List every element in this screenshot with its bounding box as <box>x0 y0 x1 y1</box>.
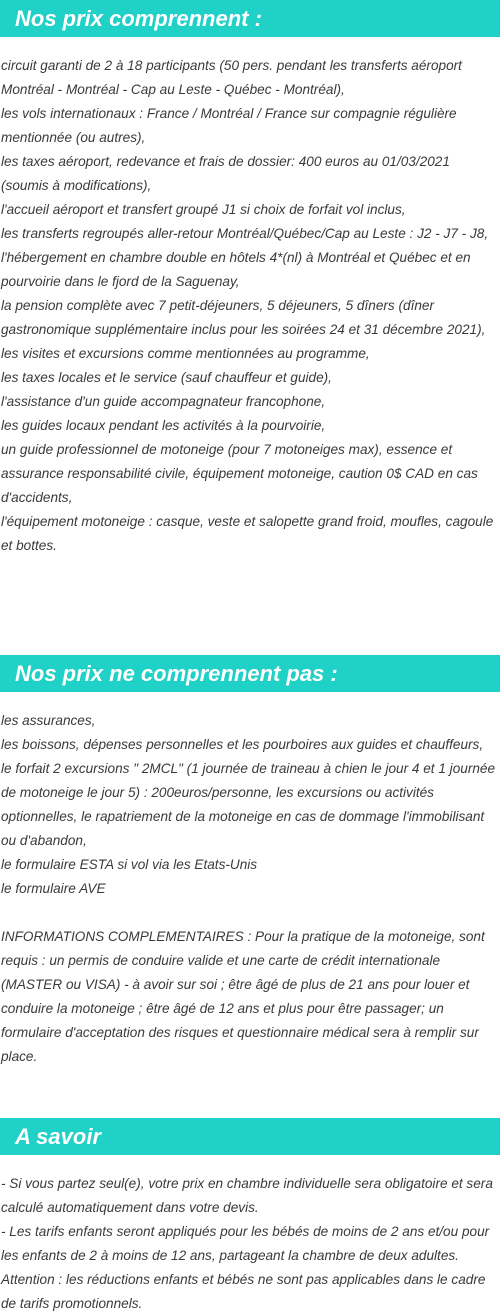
list-item: l'assistance d'un guide accompagnateur francophone, <box>1 394 326 409</box>
list-item: circuit garanti de 2 à 18 participants (50 pers. pendant les transferts aéroport Montréal - Montréal - Cap au Leste - Québec - Montréal), <box>1 58 462 97</box>
list-item: les taxes locales et le service (sauf chauffeur et guide), <box>1 370 332 385</box>
list-item: la pension complète avec 7 petit-déjeuners, 5 déjeuners, 5 dîners (dîner gastronomique supplémentaire inclus pour les soirées 24 et 31 décembre 2021), <box>1 298 486 337</box>
list-item: un guide professionnel de motoneige (pour 7 motoneiges max), essence et assurance responsabilité civile, équipement motoneige, caution 0$ CAD en cas d'accidents, <box>1 442 478 505</box>
list-item: les taxes aéroport, redevance et frais de dossier: 400 euros au 01/03/2021 (soumis à modifications), <box>1 154 450 193</box>
list-item: l'équipement motoneige : casque, veste et salopette grand froid, moufles, cagoule et bottes. <box>1 514 494 553</box>
list-item: les boissons, dépenses personnelles et les pourboires aux guides et chauffeurs, <box>1 737 484 752</box>
list-item: - Si vous partez seul(e), votre prix en chambre individuelle sera obligatoire et sera calculé automatiquement dans votre devis. <box>1 1176 493 1215</box>
list-item: le formulaire AVE <box>1 881 106 896</box>
good-to-know-list <box>1 1172 499 1316</box>
list-item: le forfait 2 excursions " 2MCL" (1 journée de traineau à chien le jour 4 et 1 journée de motoneige le jour 5) : 200euros/personne, les excursions ou activités optionnelles, le rapatriement de la motoneige en cas de dommage l'immobilisant ou d'abandon, <box>1 761 496 848</box>
section-title-included: Nos prix comprennent : <box>0 0 500 37</box>
not-included-list <box>1 709 499 1069</box>
list-item: l'accueil aéroport et transfert groupé J1 si choix de forfait vol inclus, <box>1 202 406 217</box>
section-title-not-included: Nos prix ne comprennent pas : <box>0 655 500 692</box>
section-title-good-to-know: A savoir <box>0 1118 500 1155</box>
list-item: les transferts regroupés aller-retour Montréal/Québec/Cap au Leste : J2 - J7 - J8, <box>1 226 489 241</box>
list-item: les assurances, <box>1 713 96 728</box>
list-item: les visites et excursions comme mentionnées au programme, <box>1 346 370 361</box>
list-item: l'hébergement en chambre double en hôtels 4*(nl) à Montréal et Québec et en pourvoirie dans le fjord de la Saguenay, <box>1 250 471 289</box>
list-item: le formulaire ESTA si vol via les Etats-Unis <box>1 857 258 872</box>
list-item: les guides locaux pendant les activités à la pourvoirie, <box>1 418 326 433</box>
additional-info: INFORMATIONS COMPLEMENTAIRES : Pour la pratique de la motoneige, sont requis : un permis de conduire valide et une carte de crédit internationale (MASTER ou VISA) - à avoir sur soi ; être âgé de plus de 21 ans pour louer et conduire la motoneige ; être âgé de 12 ans et plus pour être passager; un formulaire d'acceptation des risques et questionnaire médical sera à remplir sur place. <box>1 929 485 1064</box>
list-item: - Les tarifs enfants seront appliqués pour les bébés de moins de 2 ans et/ou pour les enfants de 2 à moins de 12 ans, partageant la chambre de deux adultes. Attention : les réductions enfants et bébés ne sont pas applicables dans le cadre de tarifs promotionnels. <box>1 1224 490 1311</box>
spacer-line <box>1 901 499 925</box>
list-item: les vols internationaux : France / Montréal / France sur compagnie régulière mentionnée (ou autres), <box>1 106 457 145</box>
included-list <box>1 54 499 558</box>
